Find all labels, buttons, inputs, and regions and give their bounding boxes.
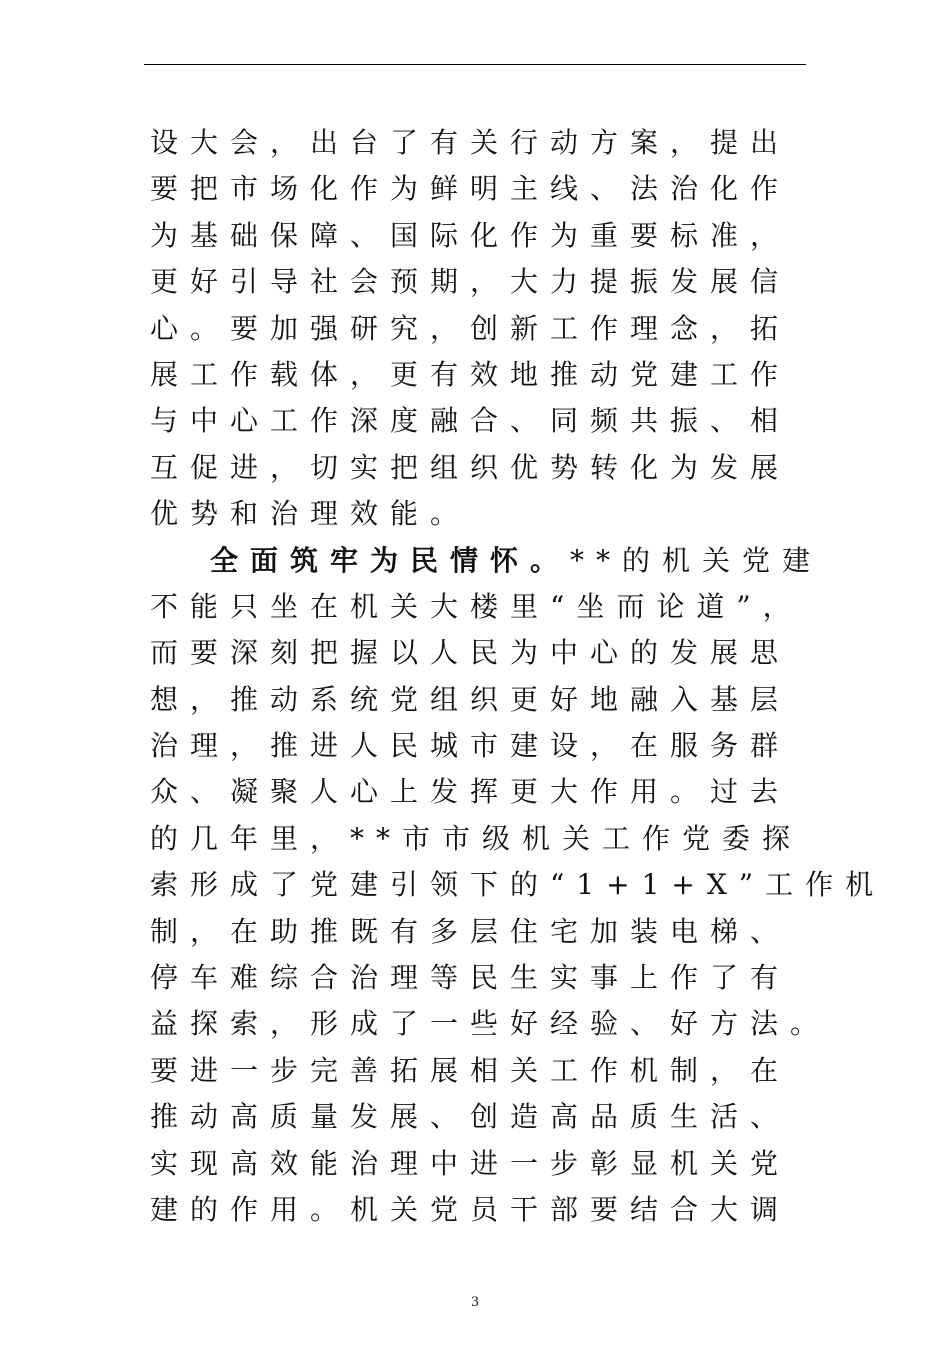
- text-line: 展工作载体，更有效地推动党建工作: [150, 357, 791, 391]
- text-line: 众、凝聚人心上发挥更大作用。过去: [150, 775, 791, 809]
- text-line: 想，推动系统党组织更好地融入基层: [150, 682, 791, 716]
- text-line: 的几年里，**市市级机关工作党委探: [150, 821, 803, 855]
- text-line: 为基础保障、国际化作为重要标准，: [150, 218, 791, 252]
- header-rule: [144, 64, 806, 65]
- text-line: 要把市场化作为鲜明主线、法治化作: [150, 172, 791, 206]
- paragraph-heading: 全面筑牢为民情怀。: [210, 543, 571, 577]
- text-line: 更好引导社会预期，大力提振发展信: [150, 265, 791, 299]
- text-line: 要进一步完善拓展相关工作机制，在: [150, 1053, 791, 1087]
- page-number: 3: [471, 1294, 479, 1310]
- text-line: 停车难综合治理等民生实事上作了有: [150, 961, 791, 995]
- text-line: 建的作用。机关党员干部要结合大调: [150, 1192, 791, 1226]
- text-line: 心。要加强研究，创新工作理念，拓: [150, 311, 791, 345]
- text-line: 实现高效能治理中进一步彰显机关党: [150, 1146, 791, 1180]
- text-line: 而要深刻把握以人民为中心的发展思: [150, 636, 791, 670]
- text-line: 治理，推进人民城市建设，在服务群: [150, 729, 791, 763]
- text-line: 不能只坐在机关大楼里“坐而论道”，: [150, 589, 803, 623]
- text-line: 推动高质量发展、创造高品质生活、: [150, 1100, 791, 1134]
- text-line: 益探索，形成了一些好经验、好方法。: [150, 1007, 831, 1041]
- text-line: 互促进，切实把组织优势转化为发展: [150, 450, 791, 484]
- text-line: 与中心工作深度融合、同频共振、相: [150, 404, 791, 438]
- paragraph-first-line-rest: **的机关党建: [570, 543, 823, 577]
- paragraph-first-line: [150, 538, 823, 584]
- body-text: [150, 120, 886, 1233]
- text-line: 制，在助推既有多层住宅加装电梯、: [150, 914, 791, 948]
- text-line: 设大会，出台了有关行动方案，提出: [150, 126, 791, 159]
- text-line: 索形成了党建引领下的“1+1+X”工作机: [150, 868, 886, 902]
- text-line: 优势和治理效能。: [150, 497, 471, 531]
